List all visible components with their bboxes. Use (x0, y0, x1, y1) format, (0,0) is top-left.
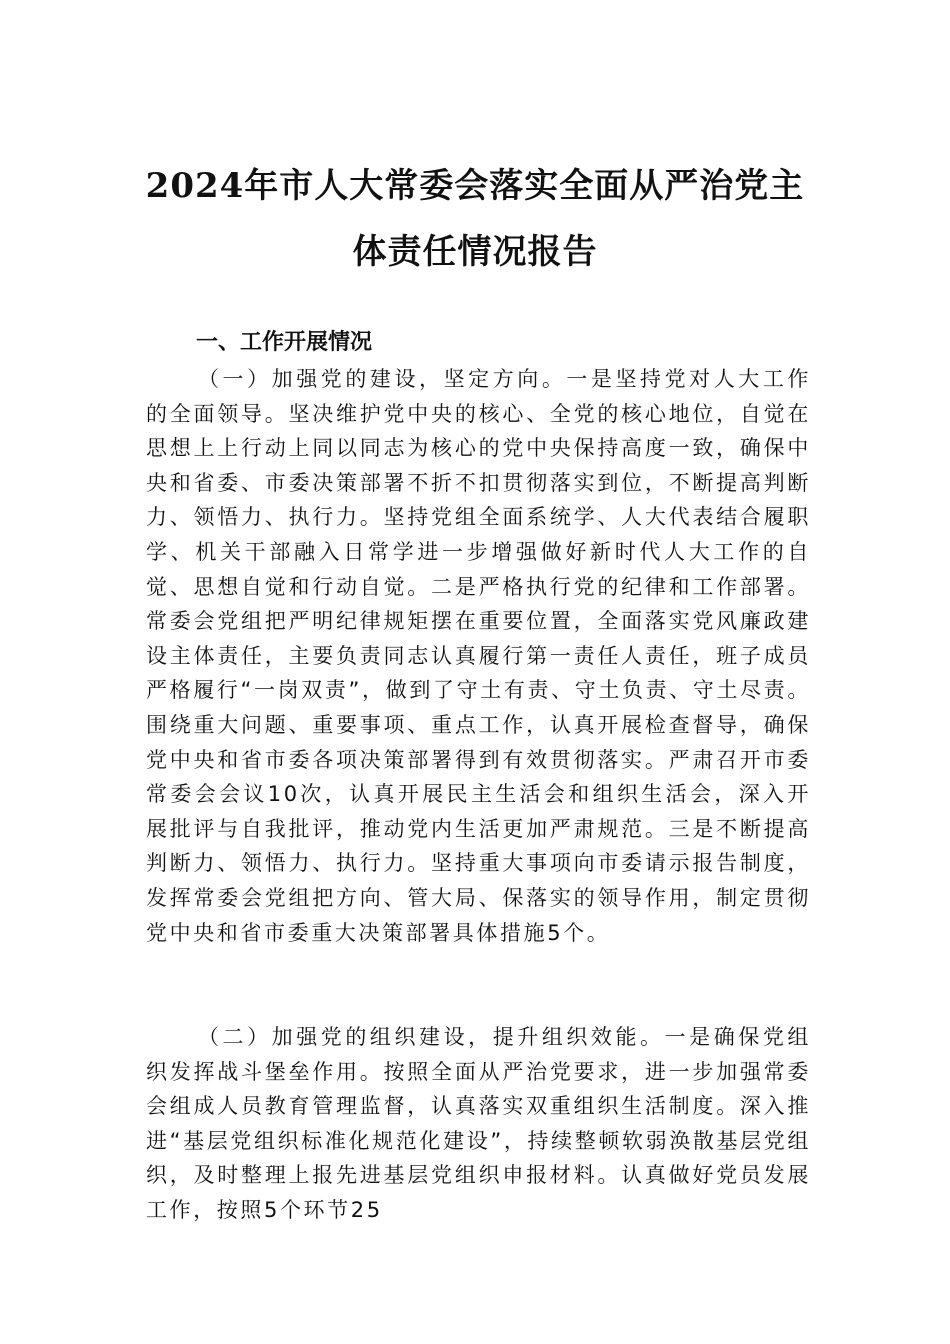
paragraph-1: （一）加强党的建设，坚定方向。一是坚持党对人大工作的全面领导。坚决维护党中央的核心、全党的核心地位，自觉在思想上上行动上同以同志为核心的党中央保持高度一致，确保中央和省委、市委决策部署不折不扣贯彻落实到位，不断提高判断力、领悟力、执行力。坚持党组全面系统学、人大代表结合履职学、机关干部融入日常学进一步增强做好新时代人大工作的自觉、思想自觉和行动自觉。二是严格执行党的纪律和工作部署。常委会党组把严明纪律规矩摆在重要位置，全面落实党风廉政建设主体责任，主要负责同志认真履行第一责任人责任，班子成员严格履行“一岗双责”，做到了守土有责、守土负责、守土尽责。围绕重大问题、重要事项、重点工作，认真开展检查督导，确保党中央和省市委各项决策部署得到有效贯彻落实。严肃召开市委常委会会议10次，认真开展民主生活会和组织生活会，深入开展批评与自我批评，推动党内生活更加严肃规范。三是不断提高判断力、领悟力、执行力。坚持重大事项向市委请示报告制度，发挥常委会党组把方向、管大局、保落实的领导作用，制定贯彻党中央和省市委重大决策部署具体措施5个。 (146, 367, 811, 945)
document-title-line-2: 体责任情况报告 (352, 232, 598, 272)
section-heading: 一、工作开展情况 (196, 330, 373, 355)
paragraph-2: （二）加强党的组织建设，提升组织效能。一是确保党组织发挥战斗堡垒作用。按照全面从严治党要求，进一步加强常委会组成人员教育管理监督，认真落实双重组织生活制度。深入推进“基层党组织标准化规范化建设”，持续整顿软弱涣散基层党组织，及时整理上报先进基层党组织申报材料。认真做好党员发展工作，按照5个环节25 (146, 1025, 811, 1222)
document-title-line-1: 2024年市人大常委会落实全面从严治党主 (145, 166, 805, 206)
